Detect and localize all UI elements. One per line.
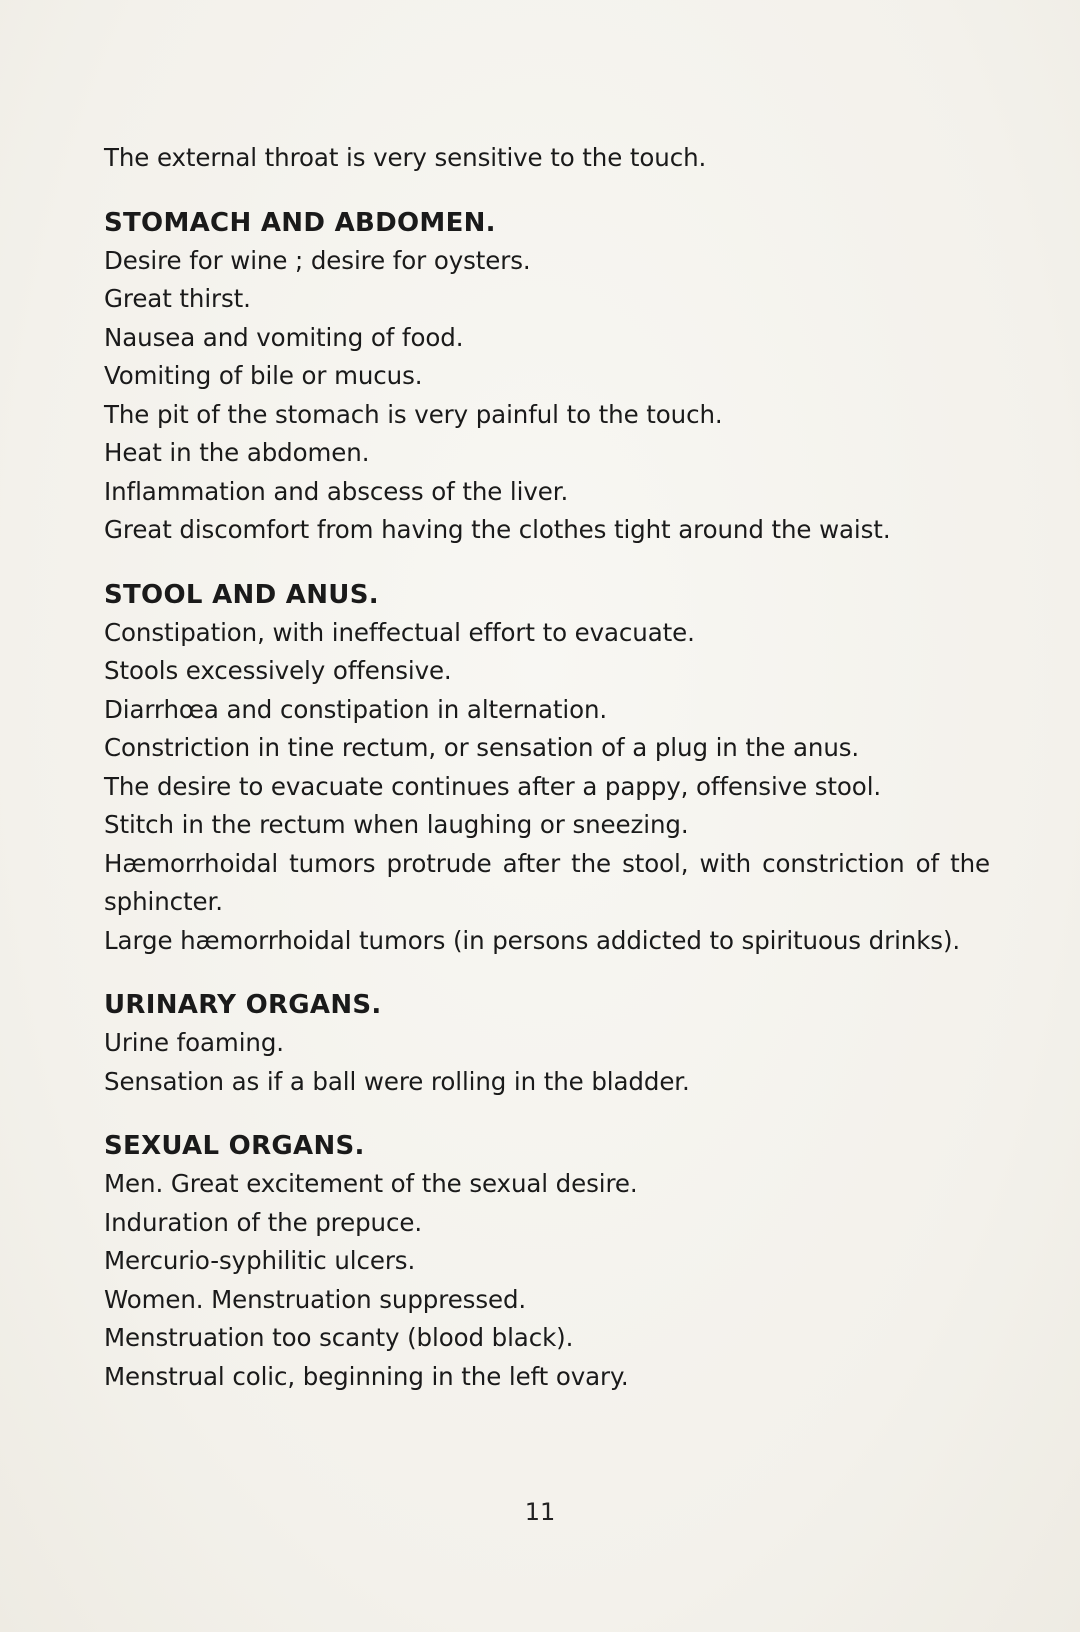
symptom-line: Stitch in the rectum when laughing or sneezing. [104,810,689,839]
intro-line: The external throat is very sensitive to the touch. [104,143,707,172]
symptom-line: Heat in the abdomen. [104,438,370,467]
symptom-line: Hæmorrhoidal tumors protrude after the stool, with constriction of the sphincter. [104,848,990,916]
symptom-line: Mercurio-syphilitic ulcers. [104,1246,416,1275]
symptom-line: The pit of the stomach is very painful to the touch. [104,399,723,429]
symptom-line: Large hæmorrhoidal tumors (in persons addicted to spirituous drinks). [104,925,961,955]
page-text [104,139,994,1396]
symptom-line: Desire for wine ; desire for oysters. [104,245,531,275]
symptom-line: Menstruation too scanty (blood black). [104,1323,574,1352]
symptom-line: Great discomfort from having the clothes tight around the waist. [104,515,891,544]
section-heading-sexual-organs: SEXUAL ORGANS. [104,1131,365,1161]
symptom-line: Vomiting of bile or mucus. [104,361,423,390]
symptom-line: Men. Great excitement of the sexual desire. [104,1169,638,1198]
section-heading-stool-anus: STOOL AND ANUS. [104,579,379,610]
section-heading-stomach-abdomen: STOMACH AND ABDOMEN. [104,207,496,238]
symptom-line: Inflammation and abscess of the liver. [104,476,569,506]
section-heading-urinary-organs: URINARY ORGANS. [104,990,382,1020]
symptom-line: Nausea and vomiting of food. [104,322,464,352]
symptom-line: Menstrual colic, beginning in the left ovary. [104,1361,629,1391]
symptom-line: The desire to evacuate continues after a pappy, offensive stool. [104,771,882,801]
symptom-line: Urine foaming. [104,1028,284,1057]
symptom-line: Great thirst. [104,284,251,313]
symptom-line: Constipation, with ineffectual effort to evacuate. [104,617,695,647]
page-number: 11 [524,1498,556,1526]
symptom-line: Stools excessively offensive. [104,656,452,685]
symptom-line: Diarrhœa and constipation in alternation. [104,694,608,724]
symptom-line: Constriction in tine rectum, or sensation of a plug in the anus. [104,733,860,762]
symptom-line: Sensation as if a ball were rolling in the bladder. [104,1066,690,1096]
symptom-line: Induration of the prepuce. [104,1207,423,1237]
symptom-line: Women. Menstruation suppressed. [104,1284,527,1314]
